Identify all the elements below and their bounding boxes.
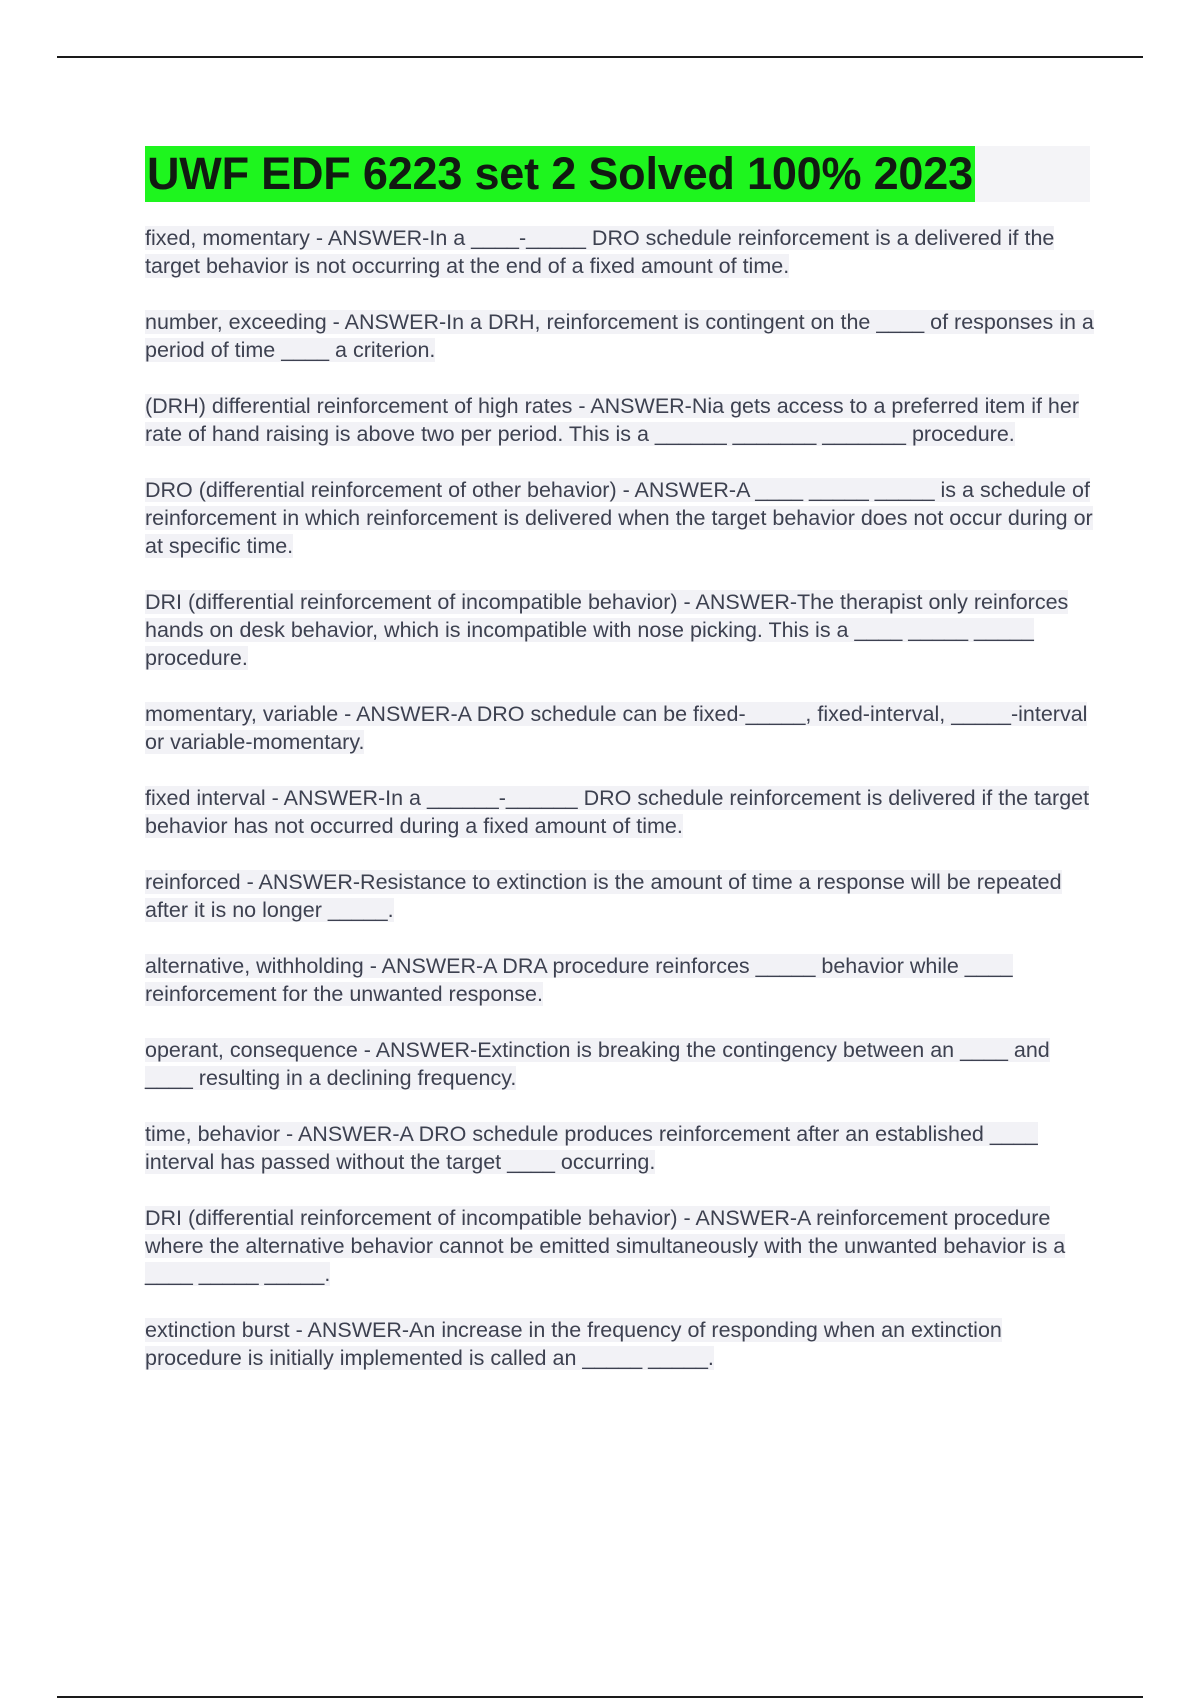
- qa-item: [145, 476, 1095, 560]
- qa-item: [145, 1316, 1095, 1372]
- qa-text: fixed, momentary - ANSWER-In a ____-_____ DRO schedule reinforcement is a delivered if the target behavior is not occurring at the end of a fixed amount of time.: [145, 226, 1055, 278]
- qa-item: [145, 1036, 1095, 1092]
- qa-text: alternative, withholding - ANSWER-A DRA procedure reinforces _____ behavior while ____ reinforcement for the unwanted response.: [145, 954, 1013, 1006]
- qa-text: reinforced - ANSWER-Resistance to extinction is the amount of time a response will be repeated after it is no longer _____.: [145, 870, 1062, 922]
- qa-item: [145, 392, 1095, 448]
- qa-item: [145, 784, 1095, 840]
- title-block: [145, 146, 1090, 202]
- qa-item: [145, 1204, 1095, 1288]
- qa-text: operant, consequence - ANSWER-Extinction is breaking the contingency between an ____ and ____ resulting in a declining frequency.: [145, 1038, 1050, 1090]
- qa-item: [145, 588, 1095, 672]
- qa-item: [145, 1120, 1095, 1176]
- qa-item: [145, 952, 1095, 1008]
- qa-text: DRI (differential reinforcement of incompatible behavior) - ANSWER-A reinforcement procedure where the alternative behavior cannot be emitted simultaneously with the unwanted behavior is a ____ _____ _____.: [145, 1206, 1066, 1286]
- qa-text: (DRH) differential reinforcement of high rates - ANSWER-Nia gets access to a preferred item if her rate of hand raising is above two per period. This is a ______ _______ _______ procedure.: [145, 394, 1080, 446]
- qa-text: extinction burst - ANSWER-An increase in the frequency of responding when an extinction procedure is initially implemented is called an _____ _____.: [145, 1318, 1002, 1370]
- qa-list: [145, 224, 1095, 1400]
- qa-item: [145, 868, 1095, 924]
- qa-text: fixed interval - ANSWER-In a ______-______ DRO schedule reinforcement is delivered if the target behavior has not occurred during a fixed amount of time.: [145, 786, 1090, 838]
- qa-text: DRI (differential reinforcement of incompatible behavior) - ANSWER-The therapist only reinforces hands on desk behavior, which is incompatible with nose picking. This is a ____ _____ _____ procedure.: [145, 590, 1069, 670]
- qa-item: [145, 700, 1095, 756]
- qa-item: [145, 224, 1095, 280]
- qa-text: number, exceeding - ANSWER-In a DRH, reinforcement is contingent on the ____ of responses in a period of time ____ a criterion.: [145, 310, 1094, 362]
- qa-text: time, behavior - ANSWER-A DRO schedule produces reinforcement after an established ____ interval has passed without the target ____ occurring.: [145, 1122, 1038, 1174]
- qa-text: momentary, variable - ANSWER-A DRO schedule can be fixed-_____, fixed-interval, _____-interval or variable-momentary.: [145, 702, 1088, 754]
- document-title: UWF EDF 6223 set 2 Solved 100% 2023: [145, 146, 975, 202]
- qa-item: [145, 308, 1095, 364]
- qa-text: DRO (differential reinforcement of other behavior) - ANSWER-A ____ _____ _____ is a schedule of reinforcement in which reinforcement is delivered when the target behavior does not occur during or at specific time.: [145, 478, 1093, 558]
- top-rule: [57, 56, 1143, 58]
- bottom-rule: [57, 1696, 1143, 1698]
